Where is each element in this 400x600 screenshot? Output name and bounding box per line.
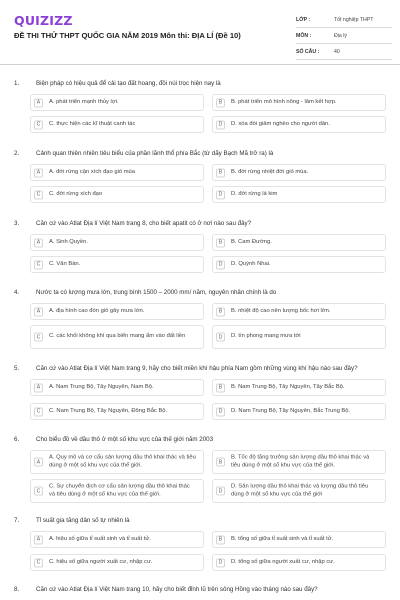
- option-letter: A: [34, 307, 43, 316]
- option-b[interactable]: [212, 379, 386, 396]
- option-letter: C: [34, 558, 43, 567]
- meta-row-count: [296, 44, 392, 60]
- option-b[interactable]: [212, 531, 386, 548]
- option-letter: C: [34, 333, 43, 342]
- option-letter: A: [34, 458, 43, 467]
- option-text: A. Sinh Quyền.: [49, 238, 88, 245]
- option-text: C. Sự chuyển dịch cơ cấu sản lượng dầu thô khai thác và tiêu dùng ở một số khu vực của thế giới.: [49, 483, 190, 497]
- exam-meta: [296, 12, 392, 60]
- option-text: B. phát triển mô hình nông - lâm kết hợp.: [231, 98, 337, 105]
- option-letter: B: [216, 307, 225, 316]
- question-3: [0, 220, 400, 284]
- meta-label: LỚP :: [296, 16, 311, 23]
- option-c[interactable]: [30, 403, 204, 420]
- option-letter: A: [34, 238, 43, 247]
- meta-row-subject: [296, 28, 392, 44]
- question-7: [0, 517, 400, 577]
- option-b[interactable]: [212, 303, 386, 320]
- option-letter: B: [216, 535, 225, 544]
- question-text: Cảnh quan thiên nhiên tiêu biểu của phần lãnh thổ phía Bắc (từ dãy Bạch Mã trở ra) là: [36, 150, 274, 157]
- option-letter: A: [34, 535, 43, 544]
- option-text: B. nhiệt độ cao nên lượng bốc hơi lớn.: [231, 307, 331, 314]
- option-letter: D: [216, 260, 225, 269]
- option-a[interactable]: [30, 94, 204, 111]
- option-letter: C: [34, 260, 43, 269]
- option-text: A. địa hình cao đón gió gây mưa lớn.: [49, 307, 145, 314]
- option-d[interactable]: [212, 479, 386, 503]
- option-d[interactable]: [212, 186, 386, 203]
- option-b[interactable]: [212, 234, 386, 251]
- option-text: D. Nam Trung Bộ, Tây Nguyên, Bắc Trung Bộ.: [231, 407, 351, 414]
- option-text: B. Nam Trung Bộ, Tây Nguyên, Tây Bắc Bộ.: [231, 383, 345, 390]
- question-text: Tỉ suất gia tăng dân số tự nhiên là: [36, 517, 130, 524]
- option-text: A. Quy mô và cơ cấu sản lượng dầu thô khai thác và tiêu dùng ở một số khu vực của thế giới.: [49, 454, 196, 468]
- option-letter: D: [216, 120, 225, 129]
- meta-value: Địa lý: [334, 32, 347, 39]
- option-text: D. đới rừng lá kim: [231, 190, 278, 197]
- option-b[interactable]: [212, 94, 386, 111]
- question-4: [0, 289, 400, 361]
- question-text: Căn cứ vào Atlat Địa lí Việt Nam trang 9, hãy cho biết miền khí hậu phía Nam gồm những vùng khí hậu nào sau đây?: [36, 365, 358, 372]
- question-number: 2.: [14, 150, 20, 157]
- option-b[interactable]: [212, 164, 386, 181]
- option-c[interactable]: [30, 325, 204, 349]
- question-8: [0, 586, 400, 598]
- option-c[interactable]: [30, 256, 204, 273]
- question-number: 7.: [14, 517, 20, 524]
- option-text: A. phát triển mạnh thủy lợi.: [49, 98, 119, 105]
- question-text: Nước ta có lượng mưa lớn, trung bình 1500 – 2000 mm/ năm, nguyên nhân chính là do: [36, 289, 277, 296]
- question-number: 1.: [14, 80, 20, 87]
- option-letter: A: [34, 168, 43, 177]
- option-a[interactable]: [30, 379, 204, 396]
- question-number: 4.: [14, 289, 20, 296]
- meta-row-class: [296, 12, 392, 28]
- option-a[interactable]: [30, 450, 204, 474]
- option-letter: B: [216, 458, 225, 467]
- option-a[interactable]: [30, 164, 204, 181]
- header-divider: [0, 64, 400, 65]
- meta-label: SỐ CÂU :: [296, 48, 320, 55]
- question-number: 5.: [14, 365, 20, 372]
- option-d[interactable]: [212, 116, 386, 133]
- exam-title: ĐỀ THI THỬ THPT QUỐC GIA NĂM 2019 Môn thi: ĐỊA LÍ (Đề 10): [14, 31, 241, 40]
- option-text: D. Sản lượng dầu thô khai thác và lượng dầu thô tiêu dùng ở một số khu vực của thế giới: [231, 483, 369, 497]
- option-d[interactable]: [212, 325, 386, 349]
- option-text: D. Quỳnh Nhai.: [231, 260, 271, 267]
- option-c[interactable]: [30, 186, 204, 203]
- option-letter: D: [216, 407, 225, 416]
- option-letter: D: [216, 558, 225, 567]
- option-text: C. Văn Bàn.: [49, 260, 81, 267]
- option-d[interactable]: [212, 256, 386, 273]
- option-text: D. tổng số giữa người xuất cư, nhập cư.: [231, 558, 335, 565]
- option-letter: C: [34, 120, 43, 129]
- option-text: B. Cam Đường.: [231, 238, 272, 245]
- option-text: B. tổng số giữa tỉ suất sinh và tỉ suất tử.: [231, 535, 334, 542]
- question-text: Biện pháp có hiệu quả để cải tạo đất hoang, đồi núi trọc hiện nay là: [36, 80, 221, 87]
- question-2: [0, 150, 400, 214]
- option-b[interactable]: [212, 450, 386, 474]
- option-c[interactable]: [30, 116, 204, 133]
- option-letter: B: [216, 238, 225, 247]
- question-number: 6.: [14, 436, 20, 443]
- option-text: A. đới rừng cận xích đạo gió mùa: [49, 168, 135, 175]
- meta-value: 40: [334, 48, 340, 55]
- option-text: D. xóa đói giảm nghèo cho người dân.: [231, 120, 330, 127]
- option-c[interactable]: [30, 479, 204, 503]
- option-text: C. thực hiện các kĩ thuật canh tác: [49, 120, 136, 127]
- option-letter: D: [216, 190, 225, 199]
- meta-value: Tốt nghiệp THPT: [334, 16, 374, 23]
- question-number: 8.: [14, 586, 20, 593]
- option-text: B. Tốc độ tăng trưởng sản lượng dầu thô khai thác và tiêu dùng ở một số khu vực của thế giới.: [231, 454, 370, 468]
- question-text: Căn cứ vào Atlat Địa lí Việt Nam trang 10, hãy cho biết đỉnh lũ trên sông Hồng vào tháng nào sau đây?: [36, 586, 318, 593]
- option-text: A. Nam Trung Bộ, Tây Nguyên, Nam Bộ.: [49, 383, 154, 390]
- option-letter: C: [34, 407, 43, 416]
- question-5: [0, 365, 400, 429]
- question-number: 3.: [14, 220, 20, 227]
- question-text: Căn cứ vào Atlat Địa lí Việt Nam trang 8, cho biết apatit có ở nơi nào sau đây?: [36, 220, 252, 227]
- option-text: A. hiệu số giữa tỉ suất sinh và tỉ suất tử.: [49, 535, 151, 542]
- option-d[interactable]: [212, 554, 386, 571]
- question-text: Cho biểu đồ về dầu thô ở một số khu vực của thế giới năm 2003: [36, 436, 214, 443]
- option-a[interactable]: [30, 234, 204, 251]
- option-a[interactable]: [30, 531, 204, 548]
- question-6: [0, 436, 400, 512]
- option-letter: B: [216, 383, 225, 392]
- option-c[interactable]: [30, 554, 204, 571]
- option-text: C. hiệu số giữa người xuất cư, nhập cư.: [49, 558, 153, 565]
- option-d[interactable]: [212, 403, 386, 420]
- option-letter: A: [34, 383, 43, 392]
- meta-label: MÔN :: [296, 32, 312, 39]
- option-letter: D: [216, 333, 225, 342]
- question-1: [0, 80, 400, 144]
- option-text: C. đới rừng xích đạo: [49, 190, 103, 197]
- option-text: B. đới rừng nhiệt đới gió mùa.: [231, 168, 309, 175]
- header: [0, 0, 400, 70]
- option-text: C. các khối không khí qua biển mang ẩm vào đất liền: [49, 333, 186, 340]
- option-text: C. Nam Trung Bộ, Tây Nguyên, Đông Bắc Bộ.: [49, 407, 168, 414]
- option-letter: C: [34, 487, 43, 496]
- option-letter: B: [216, 98, 225, 107]
- option-text: D. tín phong mang mưa tới: [231, 333, 301, 340]
- option-letter: A: [34, 98, 43, 107]
- option-letter: B: [216, 168, 225, 177]
- option-a[interactable]: [30, 303, 204, 320]
- logo-text: QUIZIZZ: [14, 13, 73, 28]
- option-letter: D: [216, 487, 225, 496]
- option-letter: C: [34, 190, 43, 199]
